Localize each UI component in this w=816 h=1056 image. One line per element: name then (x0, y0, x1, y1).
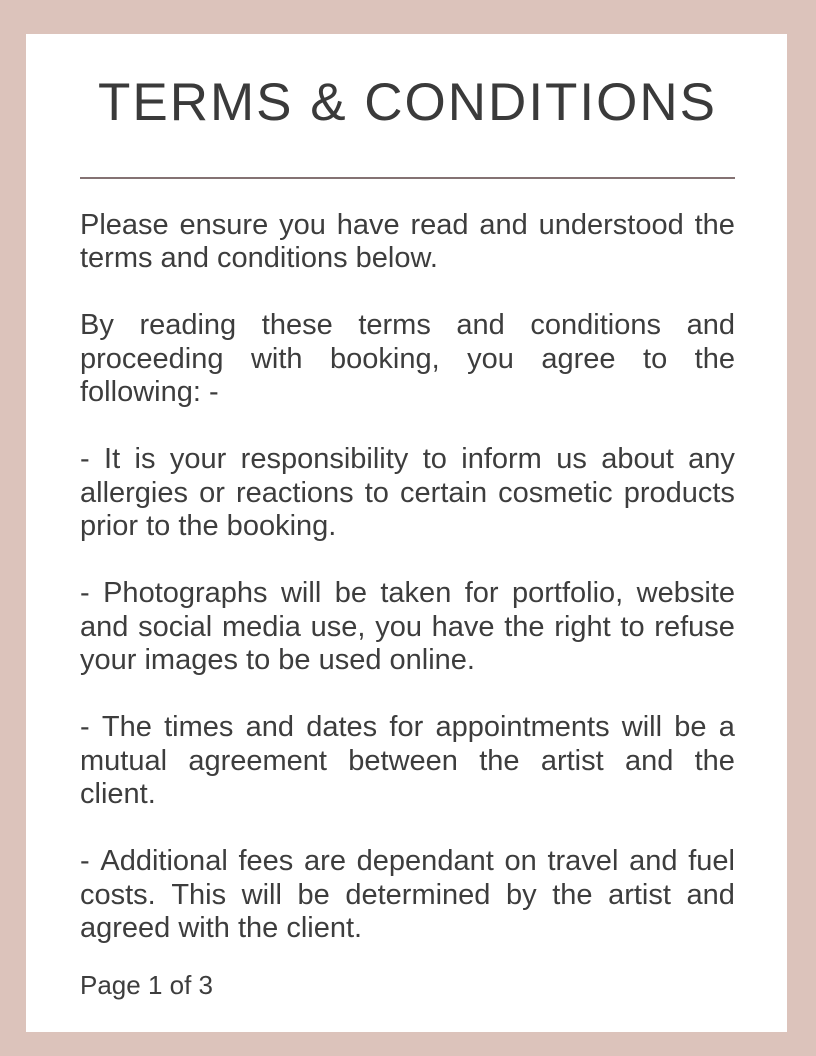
paragraph-line: - Photographs will be taken for portfolio, website (80, 577, 735, 609)
paragraph (80, 711, 735, 812)
paragraph-line: terms and conditions below. (80, 242, 438, 274)
paragraph (80, 309, 735, 410)
paragraph-line: allergies or reactions to certain cosmetic products (80, 476, 735, 509)
document-page (26, 34, 787, 1032)
paragraph-line: - The times and dates for appointments will be a (80, 711, 735, 743)
paragraph-line: following: - (80, 376, 219, 408)
paragraph-line: agreed with the client. (80, 912, 363, 944)
page-number: Page 1 of 3 (80, 969, 213, 1000)
page-title: TERMS & CONDITIONS (97, 73, 718, 132)
paragraph (80, 209, 735, 276)
paragraph (80, 577, 735, 678)
paragraph-line: prior to the booking. (80, 510, 337, 542)
terms-body (80, 209, 735, 946)
paragraph-line: Please ensure you have read and understood the (80, 208, 735, 241)
paragraph (80, 443, 735, 544)
paragraph-line: By reading these terms and conditions and (80, 309, 735, 341)
paragraph (80, 845, 735, 946)
paragraph-line: - It is your responsibility to inform us about any (80, 443, 735, 475)
paragraph-line: and social media use, you have the right to refuse (80, 610, 735, 643)
paragraph-line: proceeding with booking, you agree to the (80, 342, 735, 375)
paragraph-line: mutual agreement between the artist and the (80, 744, 735, 777)
paragraph-line: your images to be used online. (80, 644, 475, 676)
title-divider (80, 177, 735, 179)
paragraph-line: costs. This will be determined by the artist and (80, 878, 735, 911)
paragraph-line: client. (80, 778, 156, 810)
paragraph-line: - Additional fees are dependant on travel and fuel (80, 845, 735, 877)
